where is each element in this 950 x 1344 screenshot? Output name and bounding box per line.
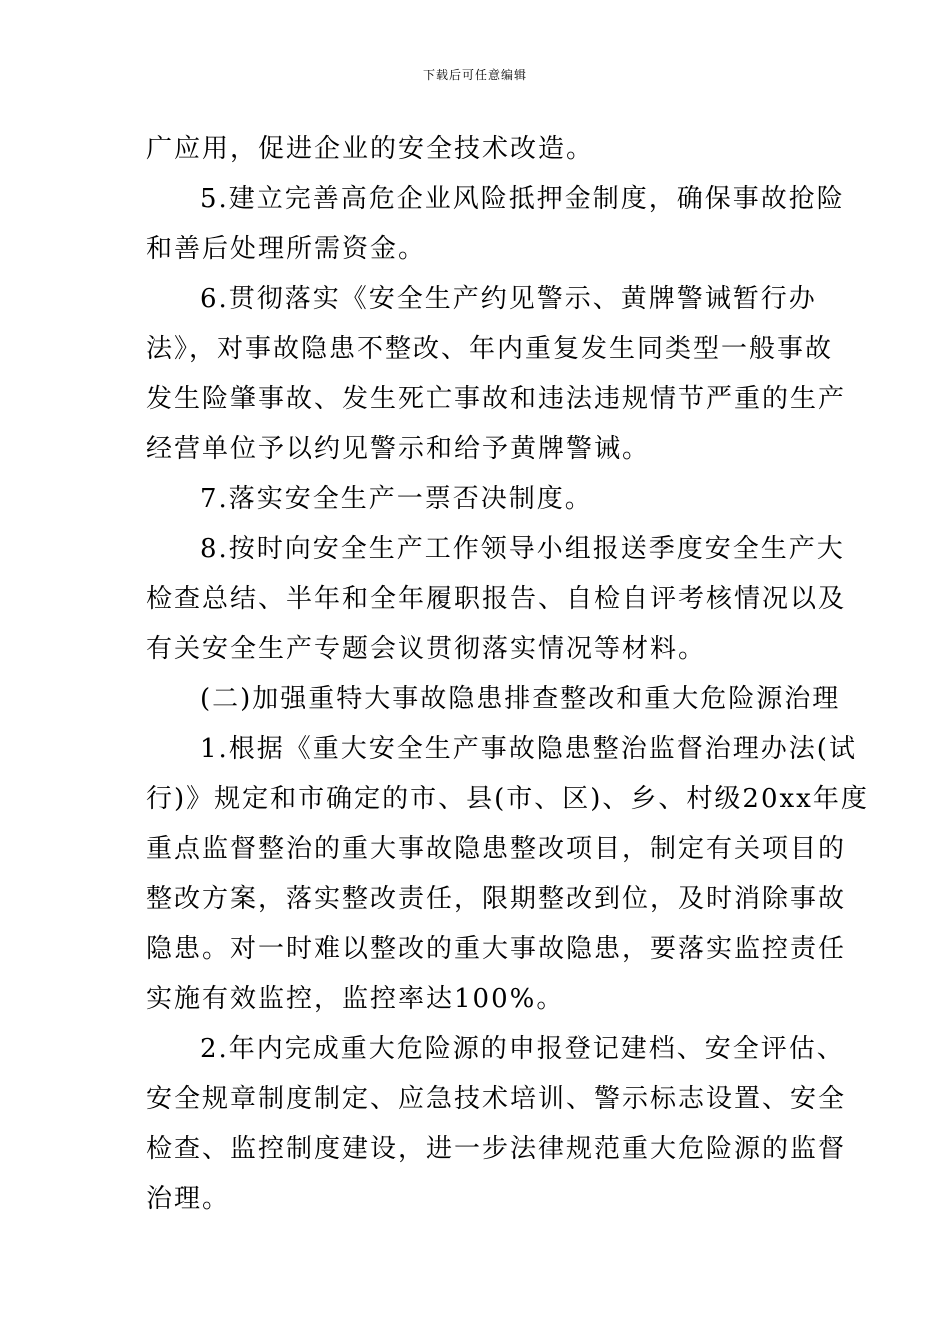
text-line: 和善后处理所需资金。 <box>146 234 427 264</box>
text-line: 检查、监控制度建设，进一步法律规范重大危险源的监督 <box>146 1134 847 1164</box>
text-line: 隐患。对一时难以整改的重大事故隐患，要落实监控责任 <box>146 934 847 964</box>
text-line: 经营单位予以约见警示和给予黄牌警诫。 <box>146 434 651 464</box>
text-line: 6.贯彻落实《安全生产约见警示、黄牌警诫暂行办 <box>200 284 817 314</box>
page-header-note: 下载后可任意编辑 <box>422 68 527 82</box>
text-line: 5.建立完善高危企业风险抵押金制度，确保事故抢险 <box>200 184 845 214</box>
text-line: 发生险肇事故、发生死亡事故和违法违规情节严重的生产 <box>146 384 847 414</box>
text-line: 广应用，促进企业的安全技术改造。 <box>146 134 595 164</box>
text-line: 安全规章制度制定、应急技术培训、警示标志设置、安全 <box>146 1084 847 1114</box>
text-line: 1.根据《重大安全生产事故隐患整治监督治理办法(试 <box>200 734 857 764</box>
text-line: 法》，对事故隐患不整改、年内重复发生同类型一般事故 <box>146 334 834 364</box>
text-line: 重点监督整治的重大事故隐患整改项目，制定有关项目的 <box>146 834 847 864</box>
text-line: 有关安全生产专题会议贯彻落实情况等材料。 <box>146 634 707 664</box>
text-line: 8.按时向安全生产工作领导小组报送季度安全生产大 <box>200 534 845 564</box>
section-heading: (二)加强重特大事故隐患排查整改和重大危险源治理 <box>200 684 841 714</box>
text-line: 检查总结、半年和全年履职报告、自检自评考核情况以及 <box>146 584 847 614</box>
text-line: 治理。 <box>146 1184 231 1214</box>
text-line: 2.年内完成重大危险源的申报登记建档、安全评估、 <box>200 1034 845 1064</box>
text-line: 行)》规定和市确定的市、县(市、区)、乡、村级20xx年度 <box>146 784 869 814</box>
text-line: 整改方案，落实整改责任，限期整改到位，及时消除事故 <box>146 884 847 914</box>
text-line: 7.落实安全生产一票否决制度。 <box>200 484 593 514</box>
text-line: 实施有效监控，监控率达100%。 <box>146 984 565 1014</box>
